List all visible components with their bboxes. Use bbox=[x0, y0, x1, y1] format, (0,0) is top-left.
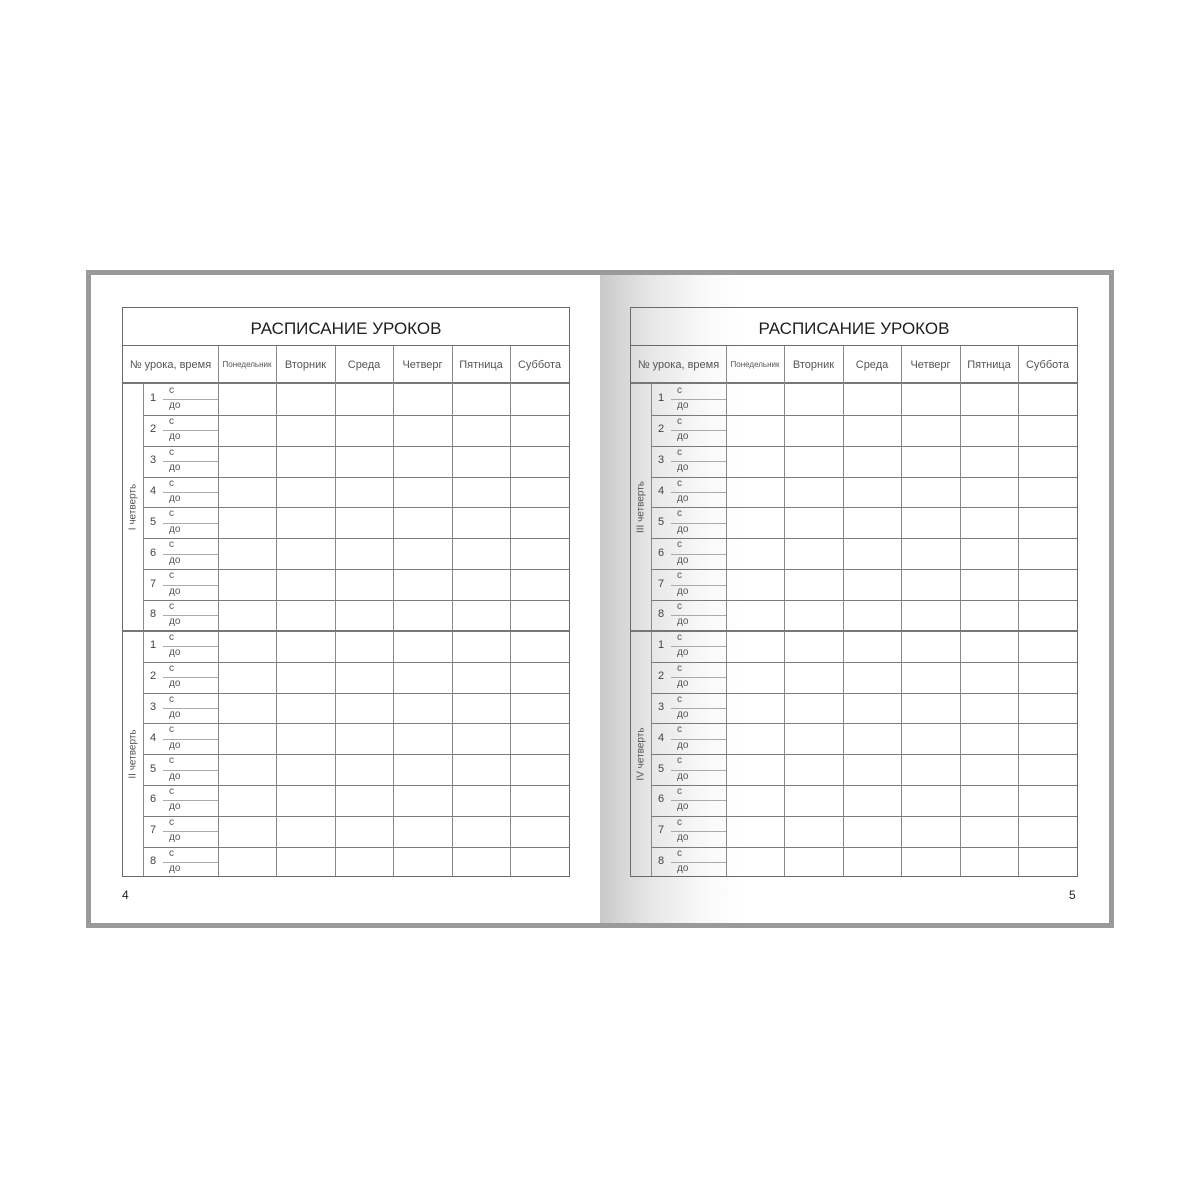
row-divider bbox=[651, 477, 1077, 478]
time-to-label: до bbox=[169, 554, 181, 566]
lesson-number: 7 bbox=[149, 577, 157, 590]
lesson-number: 8 bbox=[149, 855, 157, 868]
time-divider bbox=[163, 739, 218, 740]
lesson-number: 2 bbox=[149, 670, 157, 683]
lesson-number: 7 bbox=[657, 577, 665, 590]
quarter-divider bbox=[631, 630, 1077, 632]
time-divider bbox=[671, 399, 726, 400]
lesson-number: 4 bbox=[657, 731, 665, 744]
time-from-label: с bbox=[169, 570, 174, 582]
header-lesson-time: № урока, время bbox=[631, 346, 726, 384]
row-divider bbox=[651, 415, 1077, 416]
row-divider bbox=[651, 693, 1077, 694]
time-to-label: до bbox=[169, 492, 181, 504]
time-divider bbox=[671, 862, 726, 863]
time-from-label: с bbox=[169, 508, 174, 520]
time-to-label: до bbox=[677, 708, 689, 720]
time-divider bbox=[671, 615, 726, 616]
time-to-label: до bbox=[169, 863, 181, 875]
column-divider bbox=[335, 346, 336, 876]
header-day: Среда bbox=[335, 346, 393, 384]
column-divider bbox=[960, 346, 961, 876]
time-from-label: с bbox=[169, 786, 174, 798]
time-divider bbox=[163, 708, 218, 709]
lesson-number: 7 bbox=[657, 824, 665, 837]
row-divider bbox=[143, 538, 569, 539]
row-divider bbox=[143, 754, 569, 755]
quarter-label-text: IV четверть bbox=[635, 727, 647, 781]
time-divider bbox=[163, 492, 218, 493]
lesson-number: 1 bbox=[657, 392, 665, 405]
time-from-label: с bbox=[169, 724, 174, 736]
time-to-label: до bbox=[677, 616, 689, 628]
lesson-number: 5 bbox=[149, 762, 157, 775]
time-from-label: с bbox=[677, 786, 682, 798]
time-to-label: до bbox=[677, 832, 689, 844]
lesson-number: 2 bbox=[149, 423, 157, 436]
column-divider bbox=[393, 346, 394, 876]
column-divider bbox=[901, 346, 902, 876]
time-divider bbox=[671, 585, 726, 586]
lesson-number: 8 bbox=[657, 855, 665, 868]
column-divider bbox=[843, 346, 844, 876]
time-from-label: с bbox=[169, 631, 174, 643]
row-divider bbox=[651, 754, 1077, 755]
time-divider bbox=[671, 708, 726, 709]
row-divider bbox=[143, 600, 569, 601]
notebook-spread bbox=[86, 270, 1114, 928]
time-divider bbox=[163, 615, 218, 616]
time-from-label: с bbox=[169, 693, 174, 705]
time-to-label: до bbox=[169, 832, 181, 844]
time-to-label: до bbox=[677, 585, 689, 597]
time-divider bbox=[163, 646, 218, 647]
time-from-label: с bbox=[677, 816, 682, 828]
row-divider bbox=[143, 693, 569, 694]
lesson-number: 1 bbox=[149, 639, 157, 652]
row-divider bbox=[143, 723, 569, 724]
time-to-label: до bbox=[677, 678, 689, 690]
time-from-label: с bbox=[169, 600, 174, 612]
row-divider bbox=[651, 723, 1077, 724]
row-divider bbox=[143, 662, 569, 663]
time-to-label: до bbox=[677, 801, 689, 813]
time-divider bbox=[163, 554, 218, 555]
time-to-label: до bbox=[169, 616, 181, 628]
time-to-label: до bbox=[169, 462, 181, 474]
lesson-number: 8 bbox=[657, 608, 665, 621]
time-from-label: с bbox=[169, 847, 174, 859]
row-divider bbox=[651, 600, 1077, 601]
right-page-title: РАСПИСАНИЕ УРОКОВ bbox=[631, 308, 1077, 346]
time-to-label: до bbox=[169, 647, 181, 659]
time-to-label: до bbox=[169, 585, 181, 597]
row-divider bbox=[651, 816, 1077, 817]
time-from-label: с bbox=[677, 631, 682, 643]
time-divider bbox=[671, 430, 726, 431]
row-divider bbox=[143, 477, 569, 478]
lesson-number: 8 bbox=[149, 608, 157, 621]
time-from-label: с bbox=[169, 755, 174, 767]
right-schedule-table bbox=[630, 307, 1078, 877]
left-schedule-table bbox=[122, 307, 570, 877]
quarter-label bbox=[631, 384, 651, 631]
lesson-number: 7 bbox=[149, 824, 157, 837]
time-from-label: с bbox=[169, 477, 174, 489]
header-day: Вторник bbox=[276, 346, 335, 384]
time-to-label: до bbox=[677, 647, 689, 659]
time-to-label: до bbox=[169, 770, 181, 782]
time-to-label: до bbox=[677, 523, 689, 535]
lesson-number: 2 bbox=[657, 423, 665, 436]
row-divider bbox=[143, 507, 569, 508]
time-divider bbox=[163, 770, 218, 771]
quarter-divider bbox=[123, 630, 569, 632]
lesson-number: 5 bbox=[149, 515, 157, 528]
time-to-label: до bbox=[677, 400, 689, 412]
time-from-label: с bbox=[677, 508, 682, 520]
time-from-label: с bbox=[677, 477, 682, 489]
row-divider bbox=[651, 569, 1077, 570]
quarter-label-text: I четверть bbox=[127, 484, 139, 531]
lesson-number: 4 bbox=[149, 731, 157, 744]
lesson-number: 3 bbox=[149, 700, 157, 713]
row-divider bbox=[651, 446, 1077, 447]
quarter-label bbox=[631, 631, 651, 878]
time-divider bbox=[671, 677, 726, 678]
time-to-label: до bbox=[169, 739, 181, 751]
column-divider bbox=[1018, 346, 1019, 876]
lesson-number: 6 bbox=[149, 546, 157, 559]
lesson-number: 2 bbox=[657, 670, 665, 683]
time-from-label: с bbox=[677, 662, 682, 674]
time-to-label: до bbox=[677, 770, 689, 782]
row-divider bbox=[143, 415, 569, 416]
header-day: Понедельник bbox=[726, 346, 784, 384]
lesson-number: 6 bbox=[657, 793, 665, 806]
time-from-label: с bbox=[169, 539, 174, 551]
time-from-label: с bbox=[677, 446, 682, 458]
row-divider bbox=[651, 662, 1077, 663]
left-page-title: РАСПИСАНИЕ УРОКОВ bbox=[123, 308, 569, 346]
lesson-number: 1 bbox=[149, 392, 157, 405]
time-from-label: с bbox=[169, 662, 174, 674]
time-divider bbox=[163, 461, 218, 462]
quarter-label bbox=[123, 384, 143, 631]
row-divider bbox=[143, 847, 569, 848]
time-divider bbox=[163, 399, 218, 400]
time-from-label: с bbox=[169, 385, 174, 396]
time-to-label: до bbox=[677, 554, 689, 566]
row-divider bbox=[143, 446, 569, 447]
lesson-number: 3 bbox=[657, 454, 665, 467]
header-lesson-time: № урока, время bbox=[123, 346, 218, 384]
time-divider bbox=[163, 430, 218, 431]
lesson-number: 6 bbox=[657, 546, 665, 559]
lesson-number: 5 bbox=[657, 762, 665, 775]
header-day: Понедельник bbox=[218, 346, 276, 384]
column-divider bbox=[218, 346, 219, 876]
row-divider bbox=[143, 785, 569, 786]
lesson-number: 5 bbox=[657, 515, 665, 528]
time-to-label: до bbox=[169, 431, 181, 443]
time-to-label: до bbox=[169, 801, 181, 813]
column-divider bbox=[276, 346, 277, 876]
header-day: Вторник bbox=[784, 346, 843, 384]
time-from-label: с bbox=[169, 816, 174, 828]
header-day: Суббота bbox=[510, 346, 569, 384]
header-day: Пятница bbox=[452, 346, 510, 384]
row-divider bbox=[651, 785, 1077, 786]
time-divider bbox=[163, 831, 218, 832]
time-from-label: с bbox=[677, 847, 682, 859]
time-divider bbox=[163, 862, 218, 863]
time-divider bbox=[163, 523, 218, 524]
time-divider bbox=[671, 492, 726, 493]
lesson-number: 6 bbox=[149, 793, 157, 806]
header-day: Пятница bbox=[960, 346, 1018, 384]
time-to-label: до bbox=[169, 523, 181, 535]
time-from-label: с bbox=[677, 385, 682, 396]
time-divider bbox=[671, 831, 726, 832]
header-day: Четверг bbox=[393, 346, 452, 384]
quarter-label-text: III четверть bbox=[635, 481, 647, 534]
time-to-label: до bbox=[169, 708, 181, 720]
column-divider bbox=[726, 346, 727, 876]
lesson-number: 4 bbox=[149, 484, 157, 497]
time-divider bbox=[671, 770, 726, 771]
time-from-label: с bbox=[677, 415, 682, 427]
time-to-label: до bbox=[677, 462, 689, 474]
time-divider bbox=[163, 677, 218, 678]
time-from-label: с bbox=[677, 539, 682, 551]
time-to-label: до bbox=[677, 739, 689, 751]
header-day: Четверг bbox=[901, 346, 960, 384]
time-to-label: до bbox=[677, 431, 689, 443]
header-day: Суббота bbox=[1018, 346, 1077, 384]
left-page-number: 4 bbox=[122, 888, 129, 902]
row-divider bbox=[651, 507, 1077, 508]
time-from-label: с bbox=[677, 693, 682, 705]
row-divider bbox=[143, 816, 569, 817]
time-divider bbox=[671, 739, 726, 740]
time-from-label: с bbox=[169, 415, 174, 427]
time-from-label: с bbox=[677, 570, 682, 582]
row-divider bbox=[651, 538, 1077, 539]
quarter-label bbox=[123, 631, 143, 878]
time-from-label: с bbox=[677, 755, 682, 767]
quarter-label-text: II четверть bbox=[127, 729, 139, 779]
time-divider bbox=[163, 585, 218, 586]
lesson-number: 4 bbox=[657, 484, 665, 497]
column-divider bbox=[784, 346, 785, 876]
time-divider bbox=[671, 461, 726, 462]
time-to-label: до bbox=[677, 863, 689, 875]
lesson-number: 3 bbox=[657, 700, 665, 713]
column-divider bbox=[452, 346, 453, 876]
time-divider bbox=[671, 646, 726, 647]
time-to-label: до bbox=[677, 492, 689, 504]
time-divider bbox=[671, 554, 726, 555]
time-divider bbox=[671, 523, 726, 524]
column-divider bbox=[510, 346, 511, 876]
lesson-number: 1 bbox=[657, 639, 665, 652]
time-divider bbox=[671, 800, 726, 801]
lesson-number: 3 bbox=[149, 454, 157, 467]
row-divider bbox=[651, 847, 1077, 848]
time-from-label: с bbox=[169, 446, 174, 458]
row-divider bbox=[143, 569, 569, 570]
header-day: Среда bbox=[843, 346, 901, 384]
right-page-number: 5 bbox=[1069, 888, 1076, 902]
time-from-label: с bbox=[677, 724, 682, 736]
time-from-label: с bbox=[677, 600, 682, 612]
time-to-label: до bbox=[169, 400, 181, 412]
time-to-label: до bbox=[169, 678, 181, 690]
time-divider bbox=[163, 800, 218, 801]
